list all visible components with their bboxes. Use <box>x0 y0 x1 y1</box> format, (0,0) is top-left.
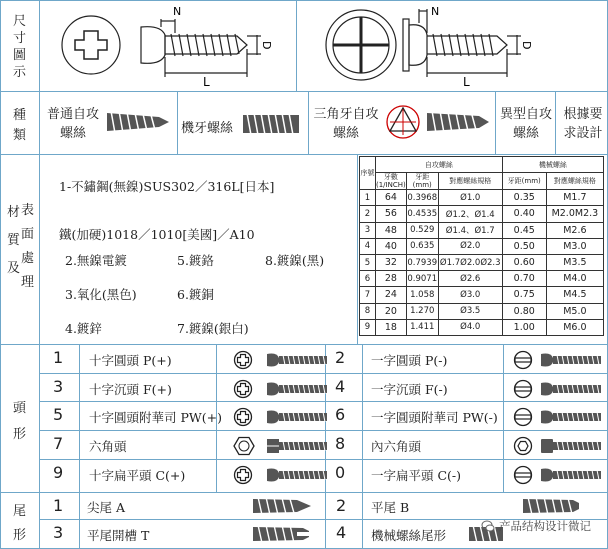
material-iron: 鐵(加硬)1018／1010[美國]／A10 <box>59 227 255 242</box>
finish-item: 3.氧化(黑色) <box>65 287 137 302</box>
spec-seq: 3 <box>360 222 376 238</box>
label-char: 類 <box>13 128 27 143</box>
washer-head-screw-drawing <box>321 5 546 89</box>
head-screw-side-icon <box>265 407 331 431</box>
grid-line <box>555 91 556 155</box>
head-screw-side-icon <box>265 465 331 489</box>
grid-line <box>1 154 608 155</box>
label-char: 示 <box>13 65 27 80</box>
spec-pitch: 1.411 <box>406 319 438 335</box>
spec-machine-pitch: 0.40 <box>502 206 546 222</box>
label-char: 種 <box>13 108 27 123</box>
spec-equiv: Ø4.0 <box>438 319 502 335</box>
spec-seq: 4 <box>360 238 376 254</box>
spec-pitch: 0.4535 <box>406 206 438 222</box>
spec-seq: 1 <box>360 190 376 206</box>
head-screw-side-icon <box>539 436 605 460</box>
spec-machine-pitch: 0.45 <box>502 222 546 238</box>
spec-tpi: 28 <box>376 271 407 287</box>
spec-machine-equiv: M1.7 <box>546 190 603 206</box>
spec-machine-pitch: 0.70 <box>502 271 546 287</box>
dim-letter-l: L <box>463 75 470 89</box>
grid-line <box>357 154 358 345</box>
spec-row <box>360 222 604 238</box>
head-name: 十字圓頭 P(+) <box>89 353 172 368</box>
type-custom: 根據要求設計 <box>563 107 603 141</box>
tail-name: 尖尾 A <box>87 500 126 515</box>
spec-pitch: 1.058 <box>406 287 438 303</box>
dim-letter-l: L <box>203 75 210 89</box>
material-row-label-left <box>7 199 20 283</box>
spec-machine-pitch: 0.35 <box>502 190 546 206</box>
grid-line <box>1 344 608 345</box>
spec-seq: 7 <box>360 287 376 303</box>
spec-tpi: 24 <box>376 287 407 303</box>
finish-item: 6.鍍銅 <box>177 287 214 302</box>
spec-row <box>360 287 604 303</box>
trilobular-screw-icon <box>425 105 493 139</box>
spec-row <box>360 271 604 287</box>
finish-item: 4.鍍鋅 <box>65 321 102 336</box>
spec-tpi: 40 <box>376 238 407 254</box>
type-trilobular: 三角牙自攻螺絲 <box>313 107 379 141</box>
finish-item: 8.鍍鎳(黑) <box>265 253 325 268</box>
head-number: 5 <box>53 405 64 424</box>
label-char: 面 <box>21 227 35 242</box>
head-number: 1 <box>53 348 64 367</box>
spec-seq: 5 <box>360 254 376 270</box>
head-name: 一字沉頭 F(-) <box>371 382 448 397</box>
round-head-screw-drawing <box>61 5 286 89</box>
head-number: 9 <box>53 463 64 482</box>
dimension-row-label <box>13 13 26 81</box>
cross-circle-icon <box>233 465 253 489</box>
spec-machine-pitch: 0.60 <box>502 254 546 270</box>
head-screw-side-icon <box>265 350 331 374</box>
grid-line <box>495 91 496 155</box>
label-char: 表 <box>21 203 35 218</box>
head-number: 4 <box>335 377 346 396</box>
tail-name: 機械螺絲尾形 <box>371 528 447 543</box>
spec-machine-equiv: M3.0 <box>546 238 603 254</box>
head-row-label <box>13 396 26 448</box>
label-char: 處 <box>21 251 35 266</box>
spec-row <box>360 238 604 254</box>
spec-pitch: 0.529 <box>406 222 438 238</box>
spec-equiv: Ø3.5 <box>438 303 502 319</box>
spec-machine-equiv: M2.0M2.3 <box>546 206 603 222</box>
slot-circle-icon <box>513 465 533 489</box>
head-number: 2 <box>335 348 346 367</box>
triangle-thread-icon <box>384 103 422 141</box>
head-screw-side-icon <box>539 350 605 374</box>
slotted-flat-tail-icon <box>251 523 313 545</box>
finish-item: 7.鍍鎳(銀白) <box>177 321 249 336</box>
spec-machine-equiv: M2.6 <box>546 222 603 238</box>
spec-tpi: 20 <box>376 303 407 319</box>
label-char: 理 <box>21 275 35 290</box>
head-screw-side-icon <box>539 407 605 431</box>
spec-machine-pitch: 1.00 <box>502 319 546 335</box>
type-row-label <box>13 106 26 146</box>
header-seq: 序號 <box>360 157 376 190</box>
grid-line <box>1 91 608 92</box>
spec-equiv: Ø1.7Ø2.0Ø2.3 <box>438 254 502 270</box>
dim-letter-n: N <box>173 5 182 18</box>
spec-row <box>360 319 604 335</box>
head-number: 6 <box>335 405 346 424</box>
head-number: 8 <box>335 434 346 453</box>
tail-row-label <box>13 500 26 548</box>
tail-number: 3 <box>53 523 64 542</box>
dim-letter-n: N <box>431 5 440 18</box>
head-name: 六角頭 <box>89 439 127 454</box>
flat-tail-icon <box>521 495 583 517</box>
spec-machine-equiv: M6.0 <box>546 319 603 335</box>
spec-equiv: Ø1.2、Ø1.4 <box>438 206 502 222</box>
machine-screw-icon <box>241 109 303 139</box>
material-row-label-right <box>21 199 34 295</box>
spec-tpi: 48 <box>376 222 407 238</box>
spec-pitch: 1.270 <box>406 303 438 319</box>
grid-line <box>1 492 608 493</box>
grid-line <box>79 344 80 549</box>
spec-row <box>360 303 604 319</box>
spec-tpi: 18 <box>376 319 407 335</box>
label-char: 尾 <box>13 504 27 519</box>
head-name: 一字圓頭 P(-) <box>371 353 448 368</box>
cross-circle-icon <box>233 350 253 374</box>
spec-machine-pitch: 0.50 <box>502 238 546 254</box>
head-name: 內六角頭 <box>371 439 422 454</box>
spec-equiv: Ø3.0 <box>438 287 502 303</box>
label-char: 寸 <box>13 31 27 46</box>
label-char: 形 <box>13 427 27 442</box>
label-char: 材 <box>7 205 21 220</box>
head-name: 十字沉頭 F(+) <box>89 382 172 397</box>
grid-line <box>39 1 40 549</box>
spec-row <box>360 206 604 222</box>
wechat-icon <box>481 519 495 533</box>
pointed-tail-icon <box>251 495 313 517</box>
grid-line <box>177 91 178 155</box>
dim-letter-d: D <box>520 41 533 50</box>
head-name: 十字圓頭附華司 PW(+) <box>89 410 222 425</box>
spec-pitch: 0.3968 <box>406 190 438 206</box>
tail-number: 2 <box>336 496 347 515</box>
spec-equiv: Ø2.0 <box>438 238 502 254</box>
head-screw-side-icon <box>539 379 605 403</box>
watermark-text: 产品结构设计微记 <box>499 519 591 533</box>
label-char: 尺 <box>13 14 27 29</box>
material-stainless: 1-不鏽鋼(無鎳)SUS302／316L[日本] <box>59 179 275 194</box>
type-self-tapping: 普通自攻螺絲 <box>46 107 99 141</box>
finish-item: 2.無鎳電鍍 <box>65 253 127 268</box>
head-number: 3 <box>53 377 64 396</box>
spec-equiv: Ø2.6 <box>438 271 502 287</box>
spec-machine-equiv: M5.0 <box>546 303 603 319</box>
label-char: 質 <box>7 233 21 248</box>
spec-machine-pitch: 0.75 <box>502 287 546 303</box>
head-screw-side-icon <box>265 379 331 403</box>
grid-line <box>308 91 309 155</box>
spec-machine-equiv: M3.5 <box>546 254 603 270</box>
dim-letter-d: D <box>260 41 273 50</box>
head-screw-side-icon <box>265 436 331 460</box>
spec-equiv: Ø1.0 <box>438 190 502 206</box>
type-special: 異型自攻螺絲 <box>499 107 552 141</box>
type-machine-screw: 機牙螺絲 <box>181 121 234 136</box>
finish-item: 5.鍍鉻 <box>177 253 214 268</box>
grid-line <box>362 344 363 549</box>
head-name: 一字扁平頭 C(-) <box>371 468 462 483</box>
cross-circle-icon <box>233 407 253 431</box>
tail-number: 4 <box>336 523 347 542</box>
self-tapping-screw-icon <box>103 105 173 139</box>
header-equiv: 對應螺絲規格 <box>438 173 502 190</box>
spec-row <box>360 190 604 206</box>
head-number: 7 <box>53 434 64 453</box>
label-char: 頭 <box>13 401 27 416</box>
header-tpi: 牙數(1/INCH) <box>376 173 406 190</box>
spec-pitch: 0.7939 <box>406 254 438 270</box>
spec-tpi: 32 <box>376 254 407 270</box>
header-self-tapping: 自攻螺絲 <box>376 157 503 173</box>
head-screw-side-icon <box>539 465 605 489</box>
spec-seq: 8 <box>360 303 376 319</box>
thread-spec-table <box>359 156 604 336</box>
spec-tpi: 64 <box>376 190 407 206</box>
tail-name: 平尾 B <box>371 500 410 515</box>
spec-equiv: Ø1.4、Ø1.7 <box>438 222 502 238</box>
slot-circle-icon <box>513 407 533 431</box>
spec-machine-equiv: M4.5 <box>546 287 603 303</box>
head-name: 十字扁平頭 C(+) <box>89 468 186 483</box>
header-machine-pitch: 牙距(mm) <box>502 173 546 190</box>
tail-name: 平尾開槽 T <box>87 528 150 543</box>
tail-number: 1 <box>53 496 64 515</box>
spec-row <box>360 254 604 270</box>
label-char: 圖 <box>13 48 27 63</box>
slot-circle-icon <box>513 350 533 374</box>
grid-line <box>503 344 504 493</box>
spec-seq: 6 <box>360 271 376 287</box>
spec-seq: 2 <box>360 206 376 222</box>
head-name: 一字圓頭附華司 PW(-) <box>371 410 498 425</box>
header-machine: 機械螺絲 <box>502 157 603 173</box>
spec-pitch: 0.9071 <box>406 271 438 287</box>
head-number: 0 <box>335 463 346 482</box>
watermark <box>481 518 591 534</box>
spec-seq: 9 <box>360 319 376 335</box>
grid-line <box>296 1 297 92</box>
spec-pitch: 0.635 <box>406 238 438 254</box>
hex-socket-icon <box>513 436 533 460</box>
header-pitch: 牙距(mm) <box>406 173 438 190</box>
spec-machine-pitch: 0.80 <box>502 303 546 319</box>
hex-head-icon <box>233 436 255 460</box>
header-machine-equiv: 對應螺絲規格 <box>546 173 603 190</box>
label-char: 形 <box>13 528 27 543</box>
cross-circle-icon <box>233 379 253 403</box>
spec-tpi: 56 <box>376 206 407 222</box>
label-char: 及 <box>7 261 21 276</box>
spec-machine-equiv: M4.0 <box>546 271 603 287</box>
slot-circle-icon <box>513 379 533 403</box>
